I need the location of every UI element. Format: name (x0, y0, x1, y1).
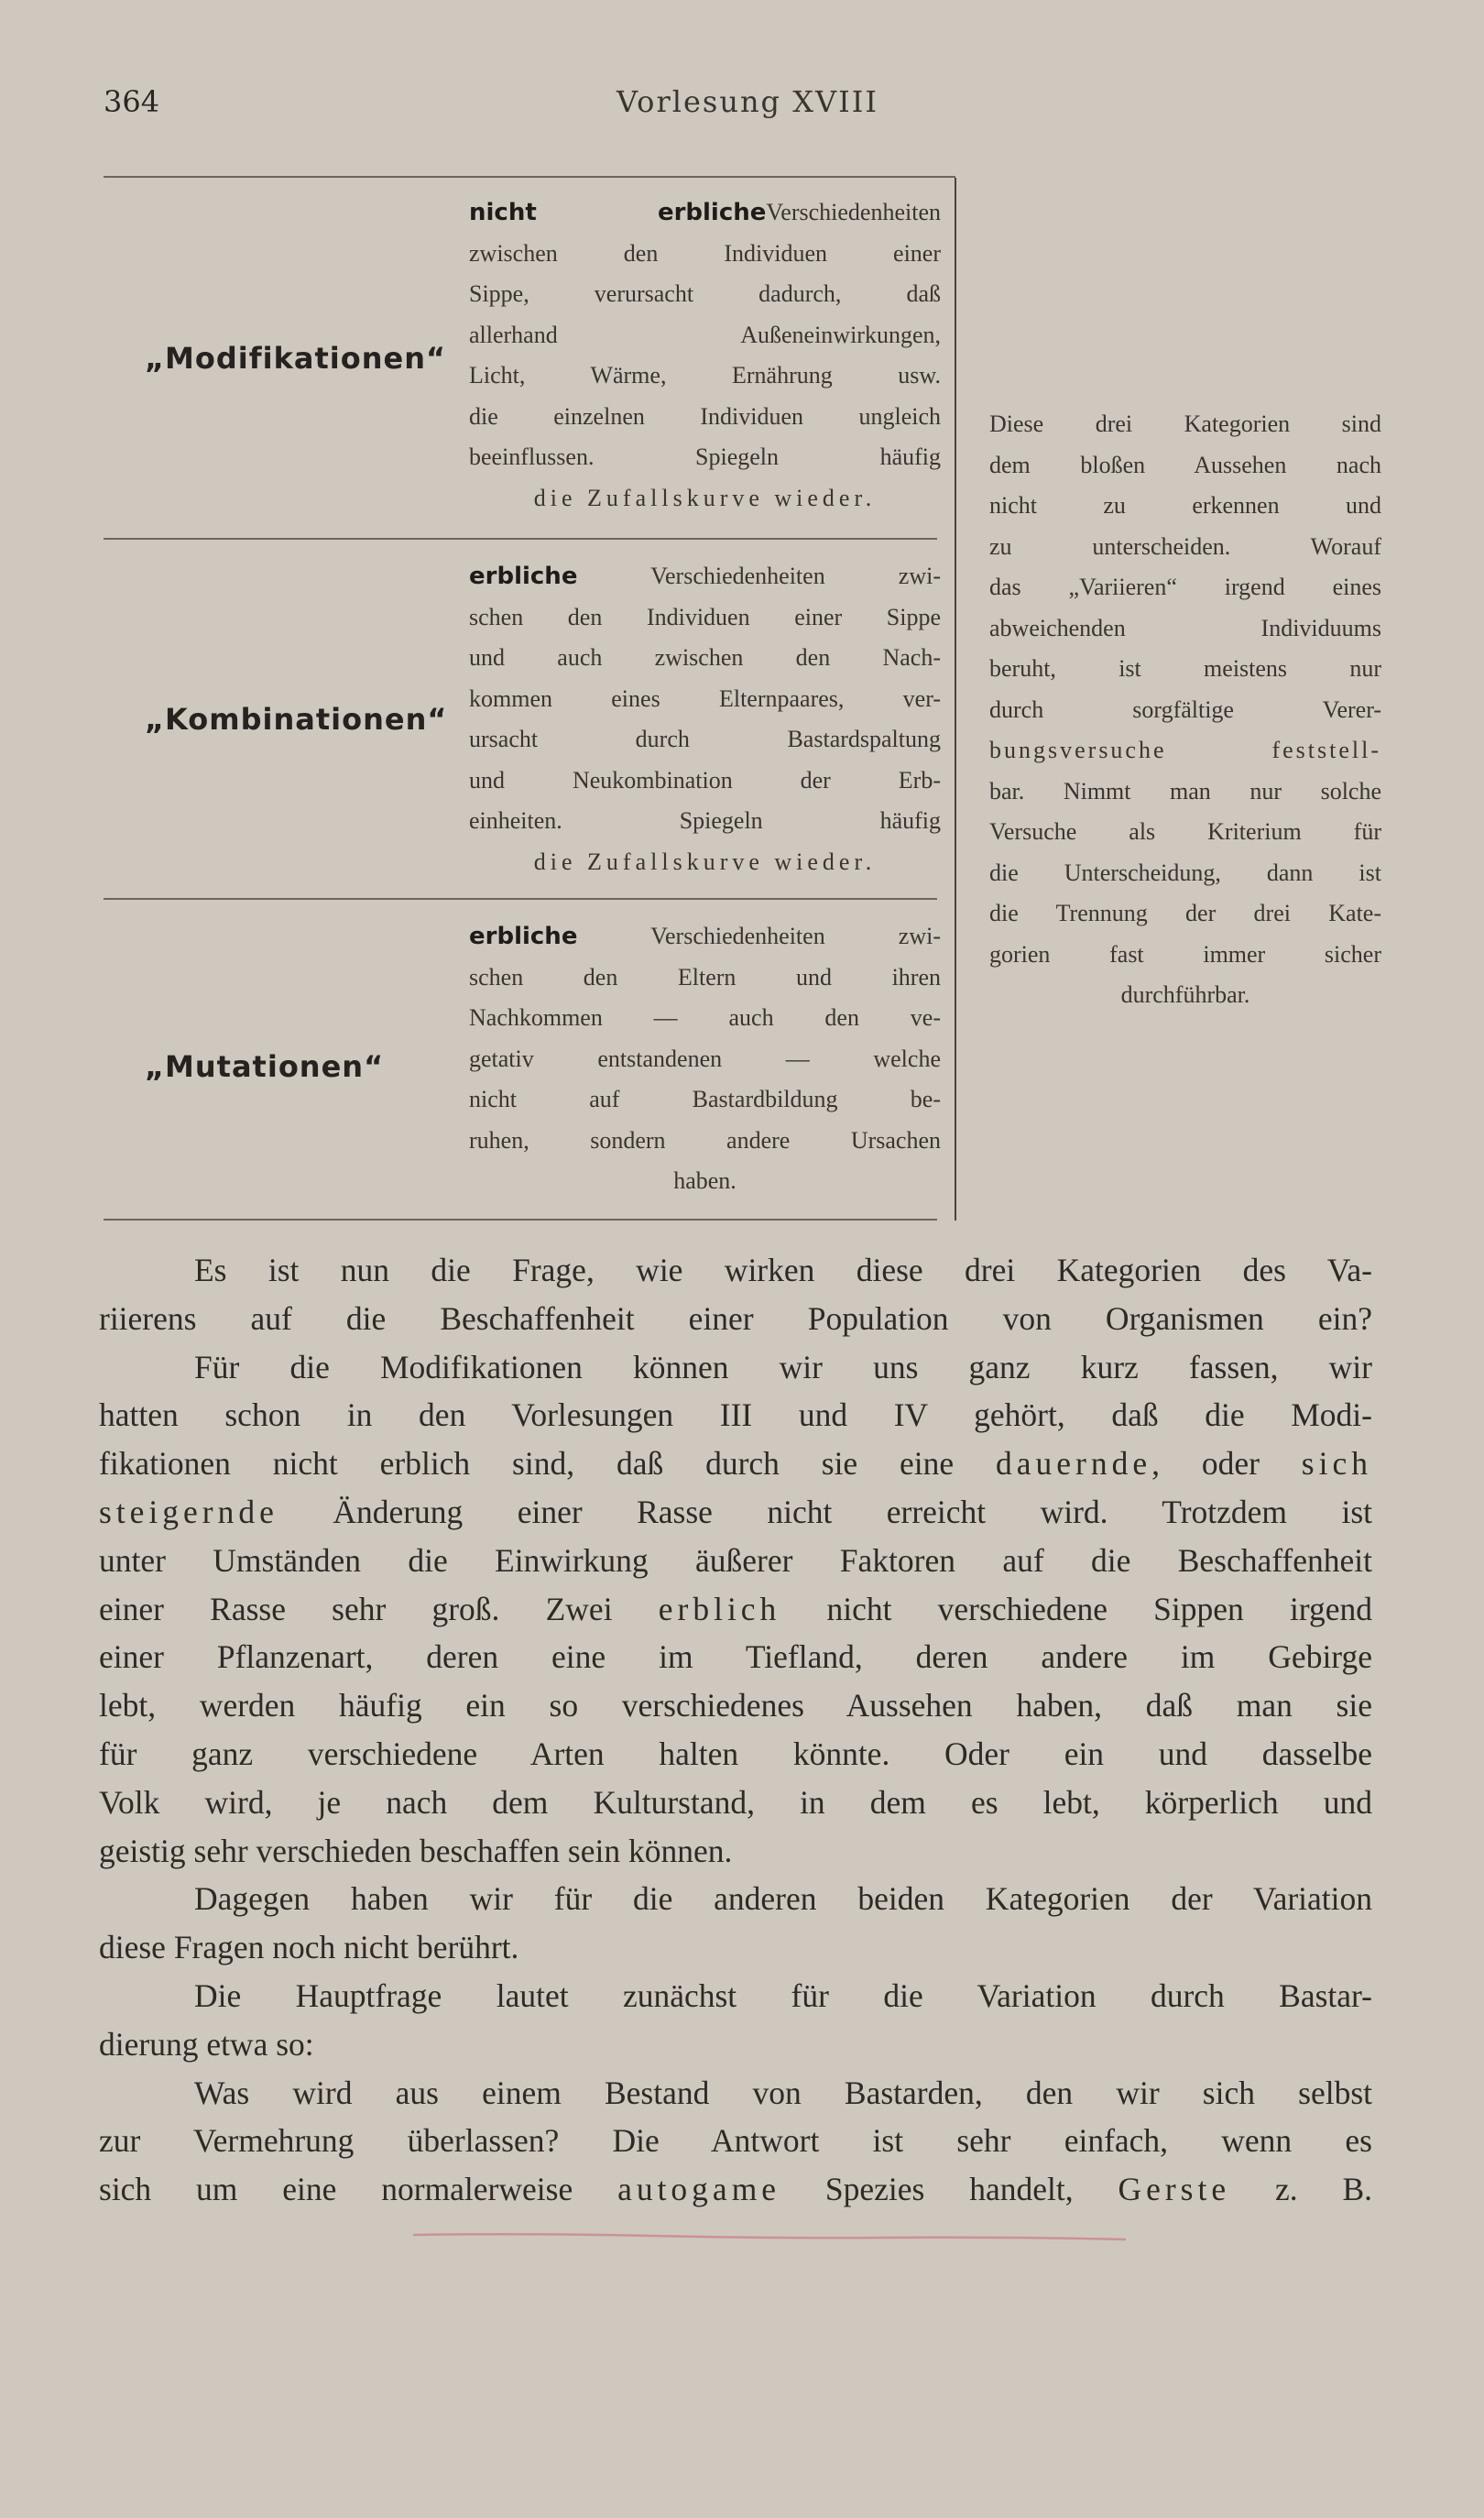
side-note-line: nicht zu erkennen und (989, 492, 1381, 519)
description-line: schen den Individuen einer Sippe (469, 603, 941, 630)
description-lead: nicht erbliche (469, 199, 767, 226)
description-lead: erbliche (469, 923, 578, 950)
side-note-line: Diese drei Kategorien sind (989, 411, 1381, 437)
emphasis: sich (1301, 1445, 1372, 1483)
pencil-underline (412, 2229, 1127, 2244)
body-line: geistig sehr verschieden beschaffen sein können. (99, 1832, 733, 1869)
side-note-line: bar. Nimmt man nur solche (989, 777, 1381, 805)
page-number: 364 (104, 84, 160, 119)
side-note-line: dem bloßen Aussehen nach (989, 451, 1381, 478)
table-rule-top (104, 176, 955, 178)
description-line: erbliche Verschiedenheiten zwi- (469, 923, 942, 950)
body-line: riierens auf die Beschaffenheit einer Population von Organismen ein? (99, 1299, 1372, 1337)
category-description-mutationen (469, 916, 941, 1202)
emphasis: steigernde (99, 1493, 278, 1530)
body-line: Die Hauptfrage lautet zunächst für die Variation durch Bastar- (194, 1976, 1372, 2014)
description-line: die Zufallskurve wieder. (533, 848, 877, 875)
description-line: zwischen den Individuen einer (469, 239, 941, 267)
side-note-line: gorien fast immer sicher (989, 940, 1381, 968)
description-line: allerhand Außeneinwirkungen, (469, 321, 941, 348)
description-line: Nachkommen — auch den ve- (469, 1004, 941, 1031)
side-note-line: durchführbar. (1120, 981, 1250, 1008)
body-line: diese Fragen noch nicht berührt. (99, 1929, 519, 1966)
emphasis: Gerste (1118, 2171, 1231, 2208)
category-description-modifikationen (469, 192, 941, 519)
description-line: nicht erblicheVerschiedenheiten (469, 199, 941, 226)
page-header (0, 84, 1484, 130)
description-line: nicht auf Bastardbildung be- (469, 1086, 941, 1112)
description-line: kommen eines Elternpaares, ver- (469, 684, 941, 712)
side-note-line: Versuche als Kriterium für (989, 818, 1381, 845)
description-line: ursacht durch Bastardspaltung (469, 726, 941, 752)
table-rule-2 (104, 898, 937, 900)
description-line: und auch zwischen den Nach- (469, 644, 941, 671)
body-line: Es ist nun die Frage, wie wirken diese drei Kategorien des Va- (194, 1252, 1372, 1288)
body-line: Was wird aus einem Bestand von Bastarden, den wir sich selbst (194, 2074, 1372, 2111)
table-rule-bottom (104, 1219, 937, 1221)
body-line: dierung etwa so: (99, 2025, 314, 2063)
description-line: schen den Eltern und ihren (469, 963, 941, 991)
emphasis: dauernde (996, 1445, 1152, 1483)
body-line: sich um eine normalerweise autogame Spezies handelt, Gerste z. B. (99, 2171, 1373, 2208)
side-note (989, 404, 1381, 1016)
side-note-line: durch sorgfältige Verer- (989, 695, 1381, 723)
table-divider (955, 178, 956, 1221)
body-line: steigernde Änderung einer Rasse nicht erreicht wird. Trotzdem ist (99, 1493, 1373, 1530)
side-note-line: die Unterscheidung, dann ist (989, 859, 1381, 886)
description-lead: erbliche (469, 563, 578, 590)
emphasis: erblich (658, 1590, 781, 1627)
body-line: unter Umständen die Einwirkung äußerer Faktoren auf die Beschaffenheit (99, 1541, 1372, 1579)
body-line: hatten schon in den Vorlesungen III und IV gehört, daß die Modi- (99, 1396, 1372, 1434)
description-line: die einzelnen Individuen ungleich (469, 402, 941, 430)
description-line: einheiten. Spiegeln häufig (469, 807, 941, 834)
body-line: einer Rasse sehr groß. Zwei erblich nicht verschiedene Sippen irgend (99, 1590, 1372, 1627)
category-label-modifikationen: „Modifikationen“ (145, 341, 447, 376)
body-line: Volk wird, je nach dem Kulturstand, in dem es lebt, körperlich und (99, 1783, 1372, 1821)
description-line: haben. (673, 1167, 737, 1194)
description-line: Sippe, verursacht dadurch, daß (469, 280, 941, 307)
description-line: Licht, Wärme, Ernährung usw. (469, 362, 941, 389)
body-line: zur Vermehrung überlassen? Die Antwort ist sehr einfach, wenn es (99, 2122, 1372, 2160)
side-note-line: das „Variieren“ irgend eines (989, 574, 1381, 600)
description-line: die Zufallskurve wieder. (533, 484, 877, 511)
running-head: Vorlesung XVIII (617, 84, 879, 119)
side-note-line: bungsversuche feststell- (989, 737, 1381, 763)
side-note-line: abweichenden Individuums (989, 614, 1381, 641)
body-line: fikationen nicht erblich sind, daß durch sie eine dauernde, oder sich (99, 1445, 1372, 1483)
body-line: für ganz verschiedene Arten halten könnte. Oder ein und dasselbe (99, 1735, 1372, 1772)
table-rule-1 (104, 538, 937, 540)
description-line: erbliche Verschiedenheiten zwi- (469, 563, 942, 590)
body-line: Dagegen haben wir für die anderen beiden Kategorien der Variation (194, 1880, 1372, 1918)
body-text (99, 1246, 1372, 2214)
body-line: lebt, werden häufig ein so verschiedenes Aussehen haben, daß man sie (99, 1687, 1372, 1724)
body-line: Für die Modifikationen können wir uns ganz kurz fassen, wir (194, 1348, 1372, 1385)
category-description-kombinationen (469, 556, 941, 882)
description-line: ruhen, sondern andere Ursachen (469, 1126, 941, 1154)
description-line: getativ entstandenen — welche (469, 1045, 941, 1072)
description-line: beeinflussen. Spiegeln häufig (469, 443, 941, 470)
category-label-kombinationen: „Kombinationen“ (145, 702, 448, 737)
body-line: einer Pflanzenart, deren eine im Tiefland, deren andere im Gebirge (99, 1638, 1372, 1676)
side-note-line: beruht, ist meistens nur (989, 655, 1381, 682)
category-label-mutationen: „Mutationen“ (145, 1049, 385, 1084)
side-note-line: die Trennung der drei Kate- (989, 900, 1381, 926)
description-line: und Neukombination der Erb- (469, 766, 941, 794)
side-note-line: zu unterscheiden. Worauf (989, 532, 1381, 560)
emphasis: autogame (617, 2171, 781, 2208)
